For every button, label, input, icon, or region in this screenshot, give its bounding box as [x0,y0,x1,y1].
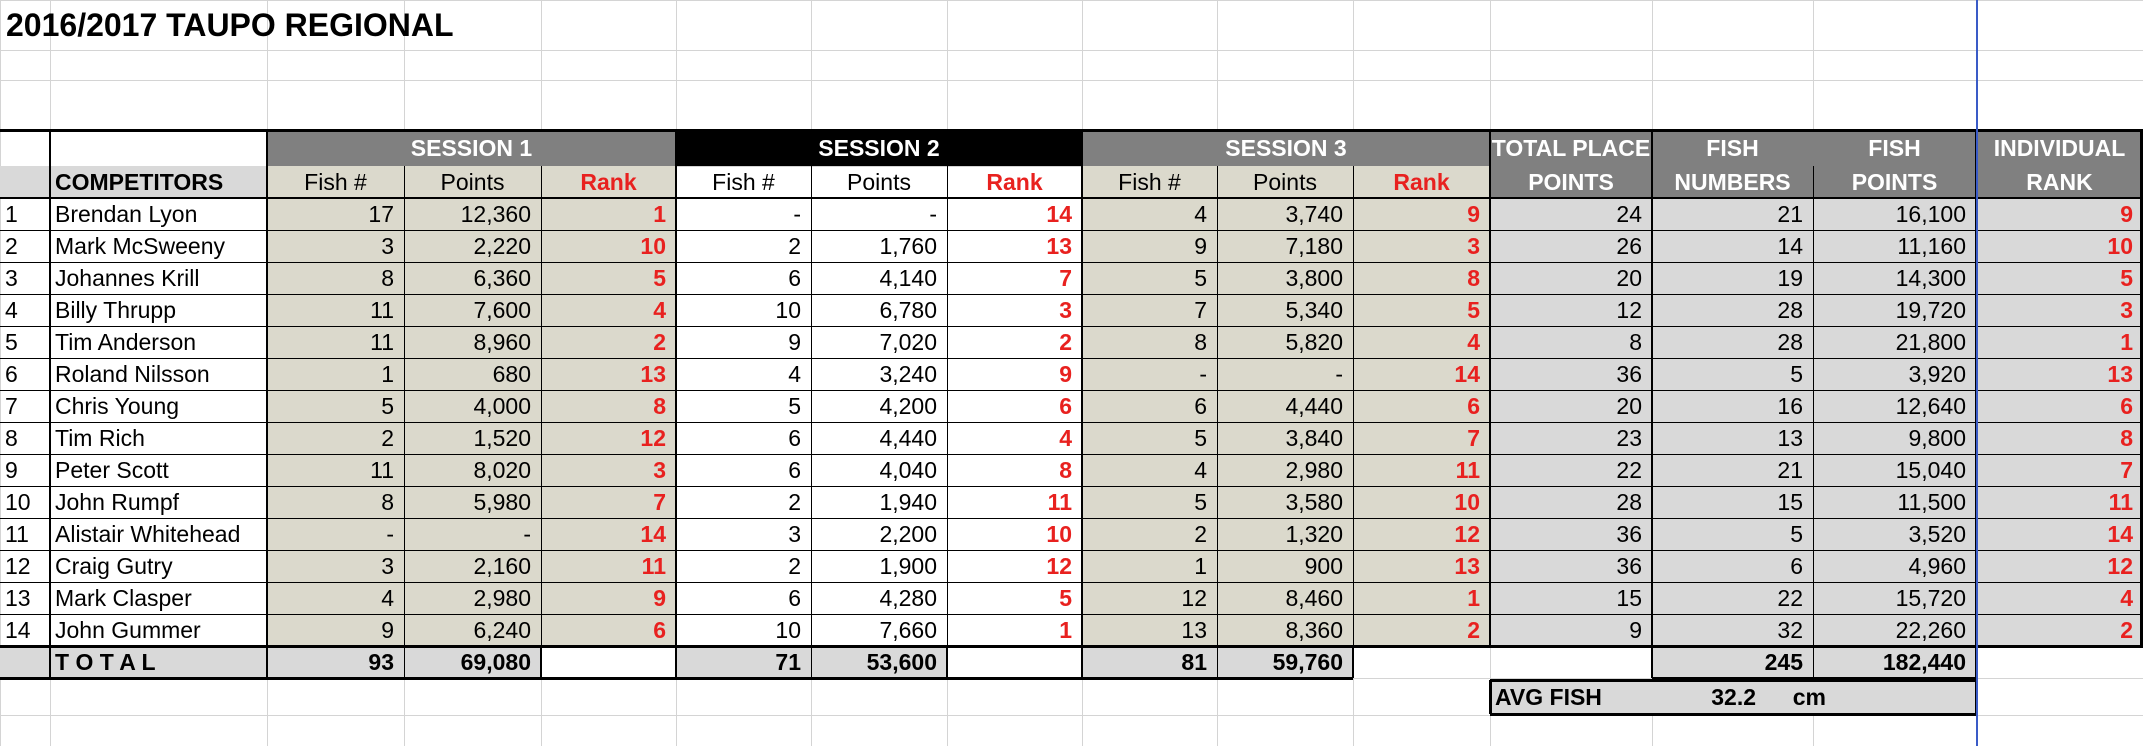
fish-numbers-cell[interactable]: 28 [1652,294,1813,326]
s1-fish-cell[interactable]: 11 [267,326,404,358]
s1-rank-cell[interactable]: 7 [541,486,676,518]
table-border [266,130,268,678]
s1-points-cell[interactable]: 680 [404,358,541,390]
s1-fish-cell[interactable]: 8 [267,486,404,518]
individual-rank-cell[interactable]: 9 [1976,198,2143,230]
fish-numbers-header-top[interactable]: FISH [1652,130,1813,166]
s3-fish-cell[interactable]: 1 [1082,550,1217,582]
table-border [0,486,2143,487]
s1-rank-cell[interactable]: 14 [541,518,676,550]
table-border [947,166,948,678]
table-border [1353,166,1354,678]
s3-rank-cell[interactable]: 7 [1353,422,1490,454]
s1-points-cell[interactable]: 5,980 [404,486,541,518]
competitor-name[interactable]: Johannes Krill [55,264,200,291]
competitor-name[interactable]: Roland Nilsson [55,360,210,387]
table-border [1651,130,1653,678]
fish-numbers-cell[interactable]: 15 [1652,486,1813,518]
s3-rank-cell[interactable]: 8 [1353,262,1490,294]
fish-points-cell[interactable]: 16,100 [1813,198,1976,230]
s2-fish-cell[interactable]: - [793,200,801,227]
s2-rank-cell[interactable]: 1 [1059,616,1072,643]
fish-numbers-cell[interactable]: 21 [1652,454,1813,486]
s3-rank-cell[interactable]: 9 [1353,198,1490,230]
s3-fish-cell[interactable]: - [1082,358,1217,390]
total-place-points-cell[interactable]: 12 [1490,294,1652,326]
total-place-points-cell[interactable]: 36 [1490,550,1652,582]
fish-numbers-cell[interactable]: 5 [1652,358,1813,390]
s1-points-cell[interactable]: 1,520 [404,422,541,454]
s2-fish-cell[interactable]: 4 [788,360,801,387]
s2-points-cell[interactable]: 3,240 [879,360,937,387]
table-border [0,614,2143,615]
s2-fish-cell[interactable]: 2 [788,552,801,579]
s3-fish-total[interactable]: 81 [1082,646,1217,678]
s1-fish-total[interactable]: 93 [267,646,404,678]
s3-rank-cell[interactable]: 10 [1353,486,1490,518]
fish-points-cell[interactable]: 9,800 [1813,422,1976,454]
row-number[interactable]: 2 [5,232,18,259]
table-border [1813,166,1814,678]
s3-fish-cell[interactable]: 5 [1082,262,1217,294]
competitor-name[interactable]: Brendan Lyon [55,200,198,227]
s2-rank-cell[interactable]: 9 [1059,360,1072,387]
s2-rank-header[interactable]: Rank [986,168,1043,195]
s3-points-cell[interactable]: 5,340 [1217,294,1353,326]
s3-fish-cell[interactable]: 8 [1082,326,1217,358]
s3-rank-cell[interactable]: 2 [1353,614,1490,646]
individual-rank-cell[interactable]: 11 [1976,486,2143,518]
row-number[interactable]: 4 [5,296,18,323]
total-place-points-cell[interactable]: 36 [1490,518,1652,550]
s1-fish-cell[interactable]: 9 [267,614,404,646]
s1-rank-cell[interactable]: 1 [541,198,676,230]
s3-points-cell[interactable]: 3,740 [1217,198,1353,230]
s2-rank-cell[interactable]: 8 [1059,456,1072,483]
s3-points-total[interactable]: 59,760 [1217,646,1353,678]
individual-rank-header-top[interactable]: INDIVIDUAL [1976,130,2143,166]
s2-fish-cell[interactable]: 9 [788,328,801,355]
s3-fish-cell[interactable]: 6 [1082,390,1217,422]
table-border [0,294,2143,295]
s2-rank-cell[interactable]: 11 [1047,488,1072,515]
s3-rank-header[interactable]: Rank [1353,166,1490,198]
fish-numbers-cell[interactable]: 13 [1652,422,1813,454]
s3-rank-cell[interactable]: 11 [1353,454,1490,486]
s3-points-cell[interactable]: 7,180 [1217,230,1353,262]
total-place-header-bottom[interactable]: POINTS [1490,166,1652,198]
table-border [404,166,405,678]
s1-rank-cell[interactable]: 5 [541,262,676,294]
competitor-name[interactable]: Billy Thrupp [55,296,177,323]
s2-points-cell[interactable]: 4,140 [879,264,937,291]
row-number[interactable]: 13 [5,584,31,611]
avg-fish-label[interactable]: AVG FISH [1490,680,1652,714]
individual-rank-cell[interactable]: 8 [1976,422,2143,454]
row-number[interactable]: 3 [5,264,18,291]
s2-rank-cell[interactable]: 14 [1046,200,1072,227]
competitor-name[interactable]: John Rumpf [55,488,180,515]
s1-rank-cell[interactable]: 3 [541,454,676,486]
fish-numbers-cell[interactable]: 21 [1652,198,1813,230]
competitor-name[interactable]: Chris Young [55,392,180,419]
s2-fish-header[interactable]: Fish # [712,168,775,195]
total-place-points-cell[interactable]: 22 [1490,454,1652,486]
fish-numbers-cell[interactable]: 14 [1652,230,1813,262]
competitors-header[interactable]: COMPETITORS [50,166,267,198]
s2-points-cell[interactable]: 1,940 [879,488,937,515]
table-border [1490,713,1976,716]
total-place-points-cell[interactable]: 28 [1490,486,1652,518]
s3-rank-cell[interactable]: 1 [1353,582,1490,614]
table-border [0,262,2143,263]
s1-points-cell[interactable]: 12,360 [404,198,541,230]
s3-fish-cell[interactable]: 7 [1082,294,1217,326]
table-border [1352,646,1354,678]
s1-points-cell[interactable]: 2,980 [404,582,541,614]
total-place-points-cell[interactable]: 26 [1490,230,1652,262]
s2-points-cell[interactable]: 7,660 [879,616,937,643]
s3-points-cell[interactable]: 8,360 [1217,614,1353,646]
s2-points-cell[interactable]: - [929,200,937,227]
row-number[interactable]: 14 [5,616,31,643]
s3-points-cell[interactable]: 1,320 [1217,518,1353,550]
s3-points-cell[interactable]: 900 [1217,550,1353,582]
s1-fish-cell[interactable]: 3 [267,550,404,582]
individual-rank-cell[interactable]: 13 [1976,358,2143,390]
fish-points-cell[interactable]: 3,520 [1813,518,1976,550]
total-place-header-top[interactable]: TOTAL PLACE [1490,130,1652,166]
s1-points-cell[interactable]: 2,220 [404,230,541,262]
s1-fish-cell[interactable]: 5 [267,390,404,422]
s2-rank-cell[interactable]: 7 [1059,264,1072,291]
fish-points-cell[interactable]: 15,720 [1813,582,1976,614]
session1-header[interactable]: SESSION 1 [267,130,676,166]
individual-rank-cell[interactable]: 3 [1976,294,2143,326]
s2-fish-cell[interactable]: 2 [788,488,801,515]
individual-rank-cell[interactable]: 14 [1976,518,2143,550]
s2-points-total[interactable]: 53,600 [811,646,947,678]
table-border [0,454,2143,455]
s2-points-cell[interactable]: 1,760 [879,232,937,259]
session3-header[interactable]: SESSION 3 [1082,130,1490,166]
s1-fish-cell[interactable]: 17 [267,198,404,230]
s2-fish-cell[interactable]: 5 [788,392,801,419]
s3-points-cell[interactable]: 5,820 [1217,326,1353,358]
table-border [0,358,2143,359]
s2-rank-cell[interactable]: 10 [1046,520,1072,547]
s3-points-cell[interactable]: 4,440 [1217,390,1353,422]
total-place-points-cell[interactable]: 8 [1490,326,1652,358]
fish-points-header-bottom[interactable]: POINTS [1813,166,1976,198]
s1-points-cell[interactable]: 6,240 [404,614,541,646]
table-border [946,646,948,678]
s2-points-cell[interactable]: 4,280 [879,584,937,611]
table-border [0,582,2143,583]
table-border [0,230,2143,231]
s1-points-header[interactable]: Points [404,166,541,198]
fish-numbers-cell[interactable]: 32 [1652,614,1813,646]
individual-rank-cell[interactable]: 10 [1976,230,2143,262]
s1-points-cell[interactable]: 6,360 [404,262,541,294]
table-border [1217,166,1218,678]
selected-column-edge [1976,0,1978,746]
fish-points-cell[interactable]: 14,300 [1813,262,1976,294]
competitor-name[interactable]: Craig Gutry [55,552,173,579]
s3-rank-cell[interactable]: 3 [1353,230,1490,262]
total-place-points-cell[interactable]: 36 [1490,358,1652,390]
s1-fish-cell[interactable]: 8 [267,262,404,294]
s2-fish-cell[interactable]: 10 [775,616,801,643]
row-number[interactable]: 1 [5,200,18,227]
s2-fish-cell[interactable]: 3 [788,520,801,547]
table-border [0,129,2143,132]
avg-fish-unit: cm [1792,683,1826,710]
s2-rank-cell[interactable]: 13 [1046,232,1072,259]
fish-points-cell[interactable]: 22,260 [1813,614,1976,646]
s1-rank-cell[interactable]: 10 [541,230,676,262]
individual-rank-cell[interactable]: 6 [1976,390,2143,422]
competitor-name[interactable]: Mark McSweeny [55,232,225,259]
competitor-name[interactable]: Mark Clasper [55,584,192,611]
s3-points-header[interactable]: Points [1217,166,1353,198]
table-border [1489,680,1492,714]
s2-points-cell[interactable]: 2,200 [879,520,937,547]
s1-rank-cell[interactable]: 8 [541,390,676,422]
table-border [0,550,2143,551]
fish-points-cell[interactable]: 11,160 [1813,230,1976,262]
row-number[interactable]: 7 [5,392,18,419]
s3-rank-cell[interactable]: 6 [1353,390,1490,422]
table-border [0,422,2143,423]
header-blank-cell[interactable] [0,130,267,166]
s1-fish-cell[interactable]: 1 [267,358,404,390]
fish-points-cell[interactable]: 3,920 [1813,358,1976,390]
total-place-points-cell[interactable]: 15 [1490,582,1652,614]
s1-points-cell[interactable]: 8,020 [404,454,541,486]
s3-fish-cell[interactable]: 5 [1082,486,1217,518]
table-border [0,518,2143,519]
table-border [541,166,542,678]
s1-rank-cell[interactable]: 4 [541,294,676,326]
s3-rank-cell[interactable]: 13 [1353,550,1490,582]
fish-numbers-header-bottom[interactable]: NUMBERS [1652,166,1813,198]
s2-rank-cell[interactable]: 2 [1059,328,1072,355]
total-place-points-cell[interactable]: 20 [1490,390,1652,422]
sheet-title: 2016/2017 TAUPO REGIONAL [6,6,454,43]
avg-fish-value-cell[interactable] [1652,680,1976,714]
table-border [0,646,2143,647]
s1-fish-cell[interactable]: 2 [267,422,404,454]
s2-rank-cell[interactable]: 3 [1059,296,1072,323]
row-number[interactable]: 6 [5,360,18,387]
fish-points-cell[interactable]: 19,720 [1813,294,1976,326]
table-border [1081,130,1083,678]
s3-fish-cell[interactable]: 13 [1082,614,1217,646]
competitor-name[interactable]: Tim Rich [55,424,145,451]
total-place-points-cell[interactable]: 20 [1490,262,1652,294]
s3-points-cell[interactable]: 3,580 [1217,486,1353,518]
table-border [676,677,1082,680]
s1-rank-cell[interactable]: 12 [541,422,676,454]
s1-points-cell[interactable]: 8,960 [404,326,541,358]
s1-fish-cell[interactable]: 11 [267,454,404,486]
row-number-header[interactable] [0,166,50,198]
row-number[interactable]: 11 [5,520,29,547]
fish-numbers-total[interactable]: 245 [1652,646,1813,678]
fish-points-header-top[interactable]: FISH [1813,130,1976,166]
individual-rank-cell[interactable]: 7 [1976,454,2143,486]
s3-fish-cell[interactable]: 9 [1082,230,1217,262]
s1-rank-cell[interactable]: 6 [541,614,676,646]
session2-header[interactable]: SESSION 2 [676,130,1082,166]
s2-rank-cell[interactable]: 12 [1046,552,1072,579]
table-border [811,166,812,678]
s1-points-cell[interactable]: 2,160 [404,550,541,582]
s1-points-cell[interactable]: 4,000 [404,390,541,422]
s2-points-cell[interactable]: 4,040 [879,456,937,483]
competitor-name[interactable]: Peter Scott [55,456,169,483]
s3-fish-cell[interactable]: 4 [1082,198,1217,230]
s3-rank-cell[interactable]: 14 [1353,358,1490,390]
s3-fish-header[interactable]: Fish # [1082,166,1217,198]
s2-fish-cell[interactable]: 6 [788,456,801,483]
s2-fish-cell[interactable]: 6 [788,584,801,611]
s1-points-total[interactable]: 69,080 [404,646,541,678]
s3-rank-cell[interactable]: 12 [1353,518,1490,550]
s1-rank-header[interactable]: Rank [541,166,676,198]
s2-rank-cell[interactable]: 4 [1059,424,1072,451]
table-border [675,130,677,678]
s3-points-cell[interactable]: - [1217,358,1353,390]
s1-rank-cell[interactable]: 9 [541,582,676,614]
row-number[interactable]: 10 [5,488,31,515]
total-row-number[interactable] [0,646,50,678]
individual-rank-cell[interactable]: 5 [1976,262,2143,294]
s2-fish-cell[interactable]: 10 [775,296,801,323]
fish-points-cell[interactable]: 4,960 [1813,550,1976,582]
table-border [540,646,542,678]
fish-points-cell[interactable]: 12,640 [1813,390,1976,422]
s1-rank-cell[interactable]: 13 [541,358,676,390]
s3-points-cell[interactable]: 3,800 [1217,262,1353,294]
total-place-points-cell[interactable]: 24 [1490,198,1652,230]
s3-points-cell[interactable]: 8,460 [1217,582,1353,614]
fish-numbers-cell[interactable]: 28 [1652,326,1813,358]
row-number[interactable]: 12 [5,552,31,579]
s2-fish-total[interactable]: 71 [676,646,811,678]
table-border [1489,130,1491,646]
total-label[interactable]: T O T A L [50,646,267,678]
total-place-points-cell[interactable]: 9 [1490,614,1652,646]
row-number[interactable]: 5 [5,328,18,355]
fish-points-cell[interactable]: 15,040 [1813,454,1976,486]
s3-points-cell[interactable]: 2,980 [1217,454,1353,486]
s2-fish-cell[interactable]: 6 [788,264,801,291]
individual-rank-header-bottom[interactable]: RANK [1976,166,2143,198]
s3-fish-cell[interactable]: 12 [1082,582,1217,614]
s1-fish-cell[interactable]: 11 [267,294,404,326]
s2-fish-cell[interactable]: 6 [788,424,801,451]
table-border [0,390,2143,391]
s2-points-cell[interactable]: 6,780 [879,296,937,323]
s3-fish-cell[interactable]: 2 [1082,518,1217,550]
s1-fish-cell[interactable]: - [267,518,404,550]
s2-points-cell[interactable]: 7,020 [879,328,937,355]
s1-rank-cell[interactable]: 11 [541,550,676,582]
fish-numbers-cell[interactable]: 16 [1652,390,1813,422]
s2-rank-cell[interactable]: 5 [1059,584,1072,611]
s2-points-cell[interactable]: 4,200 [879,392,937,419]
individual-rank-cell[interactable]: 1 [1976,326,2143,358]
total-place-points-cell[interactable]: 23 [1490,422,1652,454]
competitor-name[interactable]: Tim Anderson [55,328,197,355]
table-border [1490,679,1976,682]
fish-points-total[interactable]: 182,440 [1813,646,1976,678]
s1-fish-cell[interactable]: 3 [267,230,404,262]
s1-rank-cell[interactable]: 2 [541,326,676,358]
fish-numbers-cell[interactable]: 6 [1652,550,1813,582]
s1-fish-header[interactable]: Fish # [267,166,404,198]
s2-points-cell[interactable]: 1,900 [879,552,937,579]
s1-points-cell[interactable]: 7,600 [404,294,541,326]
table-border [49,130,51,678]
s3-fish-cell[interactable]: 5 [1082,422,1217,454]
fish-numbers-cell[interactable]: 5 [1652,518,1813,550]
s2-points-cell[interactable]: 4,440 [879,424,937,451]
s3-rank-cell[interactable]: 4 [1353,326,1490,358]
fish-numbers-cell[interactable]: 19 [1652,262,1813,294]
s1-points-cell[interactable]: - [404,518,541,550]
table-border [0,198,2143,199]
s3-fish-cell[interactable]: 4 [1082,454,1217,486]
s3-points-cell[interactable]: 3,840 [1217,422,1353,454]
fish-numbers-cell[interactable]: 22 [1652,582,1813,614]
fish-points-cell[interactable]: 11,500 [1813,486,1976,518]
competitor-name[interactable]: Alistair Whitehead [55,520,241,547]
individual-rank-cell[interactable]: 2 [1976,614,2143,646]
row-number[interactable]: 8 [5,424,18,451]
competitor-name[interactable]: John Gummer [55,616,201,643]
avg-fish-value: 32.2 [1711,683,1756,710]
s1-fish-cell[interactable]: 4 [267,582,404,614]
s2-rank-cell[interactable]: 6 [1059,392,1072,419]
table-border [0,677,676,680]
fish-points-cell[interactable]: 21,800 [1813,326,1976,358]
s2-points-header[interactable]: Points [847,168,911,195]
individual-rank-cell[interactable]: 12 [1976,550,2143,582]
s3-rank-cell[interactable]: 5 [1353,294,1490,326]
row-number[interactable]: 9 [5,456,18,483]
s2-fish-cell[interactable]: 2 [788,232,801,259]
table-border [0,326,2143,327]
individual-rank-cell[interactable]: 4 [1976,582,2143,614]
